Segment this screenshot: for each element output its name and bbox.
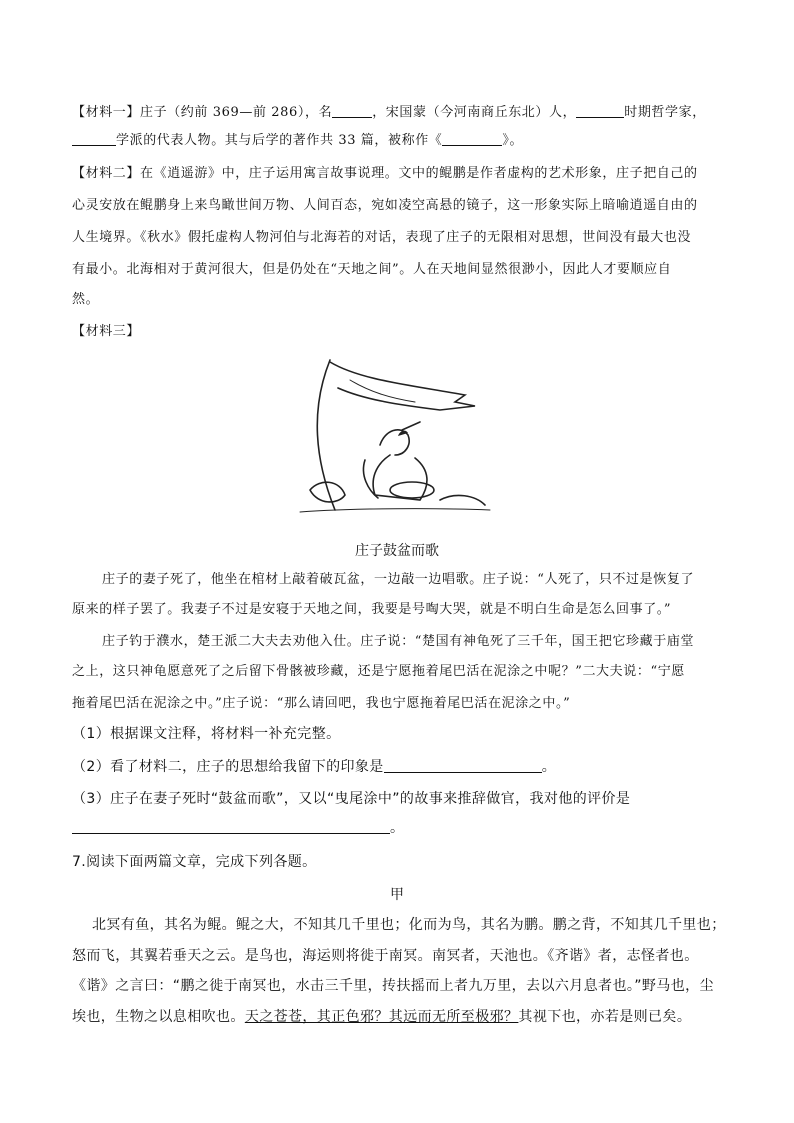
material-2-line: 人生境界。《秋水》假托虚构人物河伯与北海若的对话，表现了庄子的无限相对思想，世间没有最大也没: [72, 230, 692, 245]
text: 时期哲学家，: [624, 105, 706, 120]
material-1-line-1: [72, 103, 706, 123]
material-2-line: 有最小。北海相对于黄河很大，但是仍处在“天地之间”。人在天地间显然很渺小，因此人才要顺应自: [72, 262, 672, 277]
passage-line: [72, 1007, 691, 1027]
blank-book[interactable]: [442, 131, 502, 146]
underlined-sentence: 天之苍苍，其正色邪？其远而无所至极邪？: [244, 1009, 519, 1025]
material-3-heading: 【材料三】: [72, 324, 141, 339]
story-line: 庄子钓于濮水，楚王派二大夫去劝他入仕。庄子说：“楚国有神龟死了三千年，国王把它珍藏于庙堂: [102, 634, 695, 649]
text: 其视下也，亦若是则已矣。: [518, 1009, 692, 1025]
story-line: 原来的样子罢了。我妻子不过是安寝于天地之间，我要是号啕大哭，就是不明白生命是怎么回事了。”: [72, 602, 672, 617]
text: 》。: [502, 133, 524, 148]
question-3: （3）庄子在妻子死时“鼓盆而歌”，又以“曳尾涂中”的故事来推辞做官，我对他的评价是: [72, 791, 631, 807]
material-2-line: 心灵安放在鲲鹏身上来鸟瞰世间万物、人间百态，宛如凌空高悬的镜子，这一形象实际上暗喻逍遥自由的: [72, 198, 698, 213]
story-line: 之上，这只神龟愿意死了之后留下骨骸被珍藏，还是宁愿拖着尾巴活在泥涂之中呢？”二大夫说：“宁愿: [72, 664, 685, 679]
answer-blank-2[interactable]: [384, 758, 542, 773]
passage-line: 北冥有鱼，其名为鲲。鲲之大，不知其几千里也；化而为鸟，其名为鹏。鹏之背，不知其几千里也；: [92, 917, 726, 933]
question-7-prompt: 7.阅读下面两篇文章，完成下列各题。: [72, 854, 317, 870]
text: 埃也，生物之以息相吹也。: [72, 1009, 245, 1025]
text: （2）看了材料二，庄子的思想给我留下的印象是: [72, 759, 384, 775]
text: 。: [390, 820, 405, 836]
text: 【材料一】庄子（约前 369—前 286），名: [72, 105, 333, 120]
passage-line: 怒而飞，其翼若垂天之云。是鸟也，海运则将徙于南冥。南冥者，天池也。《齐谐》者，志怪者也。: [72, 948, 699, 964]
illustration-caption: 庄子鼓盆而歌: [355, 543, 439, 559]
question-3-answer-line: [72, 818, 404, 838]
text: 学派的代表人物。其与后学的著作共 33 篇，被称作《: [116, 133, 443, 148]
question-1: （1）根据课文注释，将材料一补充完整。: [72, 726, 341, 742]
material-1-line-2: [72, 131, 523, 151]
blank-name[interactable]: [332, 103, 372, 118]
blank-period[interactable]: [576, 103, 624, 118]
answer-blank-3[interactable]: [72, 819, 390, 834]
story-line: 庄子的妻子死了，他坐在棺材上敲着破瓦盆，一边敲一边唱歌。庄子说：“人死了，只不过是恢复了: [102, 572, 695, 587]
material-2-line: 然。: [72, 292, 100, 307]
text: 。: [541, 759, 557, 775]
material-2-line: 【材料二】在《逍遥游》中，庄子运用寓言故事说理。文中的鲲鹏是作者虚构的艺术形象，庄子把自己的: [72, 166, 698, 181]
passage-line: 《谐》之言曰：“鹏之徙于南冥也，水击三千里，抟扶摇而上者九万里，去以六月息者也。”野马也，尘: [72, 978, 714, 994]
text: ，宋国蒙（今河南商丘东北）人，: [372, 105, 577, 120]
zhuangzi-drumming-illustration: [290, 350, 500, 520]
passage-title: 甲: [390, 887, 404, 903]
story-line: 拖着尾巴活在泥涂之中。”庄子说：“那么请回吧，我也宁愿拖着尾巴活在泥涂之中。”: [72, 696, 571, 711]
question-2: [72, 757, 556, 777]
blank-school[interactable]: [72, 131, 116, 146]
